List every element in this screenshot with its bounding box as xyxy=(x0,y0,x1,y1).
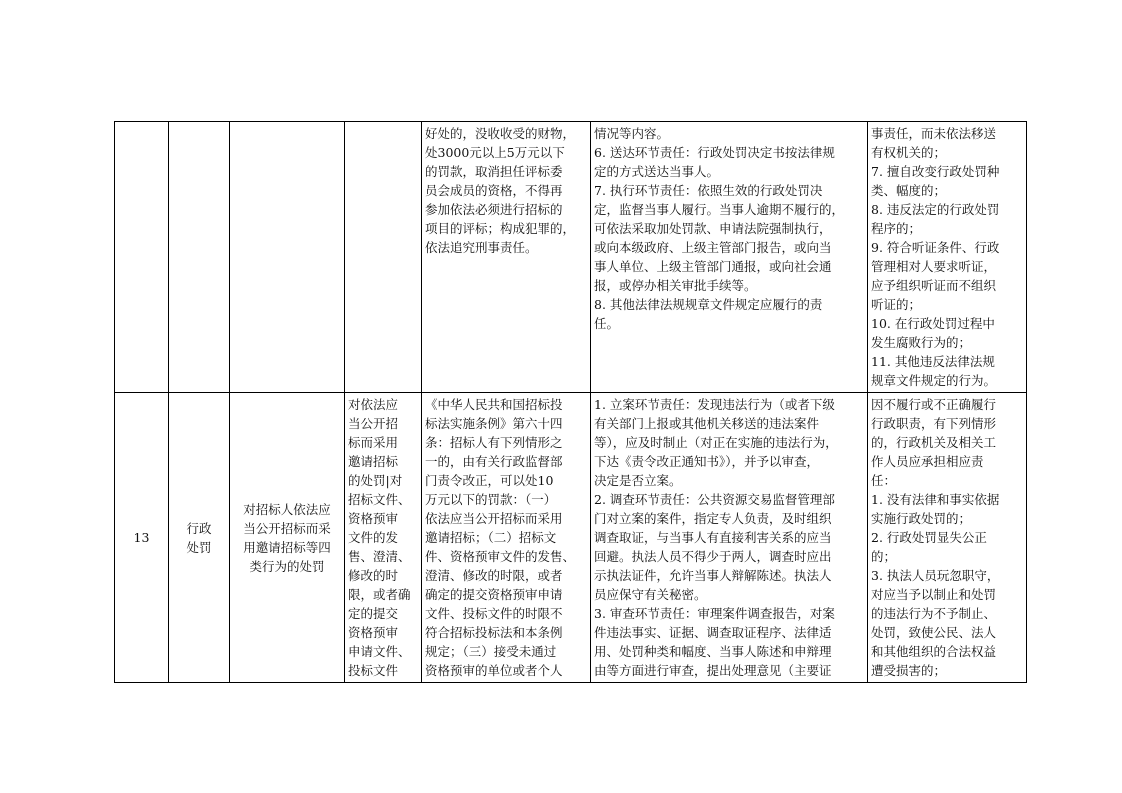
text-line: 决定是否立案。 xyxy=(594,473,682,488)
text-line: 报，或停办相关审批手续等。 xyxy=(594,278,757,293)
cell-item-name xyxy=(230,122,345,393)
text-line: 限，或者确 xyxy=(348,587,411,602)
cell-responsibility xyxy=(591,122,868,393)
text-line: 定的方式送达当事人。 xyxy=(594,164,720,179)
text-line: 招标文件、 xyxy=(348,492,411,507)
text-line: 投标文件 xyxy=(348,663,399,678)
text-line: 文件、投标文件的时限不 xyxy=(425,606,563,621)
text-line: 邀请招标；（二）招标文 xyxy=(425,530,557,545)
text-line: 标而采用 xyxy=(348,435,399,450)
text-line: 有权机关的； xyxy=(871,145,947,160)
text-line: 下达《责令改正通知书》），并予以审查， xyxy=(594,454,820,469)
text-line: 员会成员的资格，不得再 xyxy=(425,183,563,198)
text-line: 一的，由有关行政监督部 xyxy=(425,454,563,469)
cell-basis xyxy=(422,122,591,393)
text-line: 修改的时 xyxy=(348,568,399,583)
text-line: 好处的，没收收受的财物， xyxy=(425,126,576,141)
text-line: 类、幅度的； xyxy=(871,183,947,198)
text-line: 7. 擅自改变行政处罚种 xyxy=(871,164,1000,179)
responsibility-detail xyxy=(591,393,868,683)
text-line: 1. 立案环节责任：发现违法行为（或者下级 xyxy=(594,397,835,412)
text-line: 任： xyxy=(871,473,897,488)
cell-num xyxy=(115,122,169,393)
text-line: 定的提交 xyxy=(348,606,399,621)
text-line: 的，行政机关及相关工 xyxy=(871,435,997,450)
text-line: 规定；（三）接受未通过 xyxy=(425,644,557,659)
text-line: 件、资格预审文件的发售、 xyxy=(425,549,576,564)
text-line: 发生腐败行为的； xyxy=(871,335,972,350)
text-line: 调查取证，与当事人有直接利害关系的应当 xyxy=(594,530,832,545)
text-line: 示执法证件，允许当事人辩解陈述。执法人 xyxy=(594,568,832,583)
responsibility-table xyxy=(114,121,1027,683)
sub-item xyxy=(345,393,422,683)
text-line: 实施行政处罚的； xyxy=(871,511,972,526)
text-line: 对应当予以制止和处罚 xyxy=(871,587,997,602)
text-line: 7. 执行环节责任：依照生效的行政处罚决 xyxy=(594,183,823,198)
text-line: 门对立案的案件，指定专人负责，及时组织 xyxy=(594,511,832,526)
cell-sub-item xyxy=(345,122,422,393)
text-line: 门责令改正，可以处10 xyxy=(425,473,554,488)
text-line: 3. 执法人员玩忽职守， xyxy=(871,568,1000,583)
text-line: 等），应及时制止（对正在实施的违法行为， xyxy=(594,435,838,450)
text-line: 符合招标投标法和本条例 xyxy=(425,625,563,640)
text-line: 依法应当公开招标而采用 xyxy=(425,511,563,526)
text-line: 项目的评标；构成犯罪的， xyxy=(425,221,576,236)
text-line: 标法实施条例》第六十四 xyxy=(425,416,563,431)
text-line: 2. 调查环节责任：公共资源交易监督管理部 xyxy=(594,492,835,507)
text-line: 处罚，致使公民、法人 xyxy=(871,625,997,640)
text-line: 有关部门上报或其他机关移送的违法案件 xyxy=(594,416,820,431)
text-line: 售、澄清、 xyxy=(348,549,411,564)
table-row-continued xyxy=(115,122,1027,393)
cell-accountability xyxy=(868,122,1027,393)
text-line: 由等方面进行审查，提出处理意见（主要证 xyxy=(594,663,832,678)
text-line: 资格预审的单位或者个人 xyxy=(425,663,563,678)
text-line: 行政职责，有下列情形 xyxy=(871,416,997,431)
text-line: 澄清、修改的时限，或者 xyxy=(425,568,563,583)
category-label: 行政处罚 xyxy=(169,393,230,683)
text-line: 员应保守有关秘密。 xyxy=(594,587,707,602)
text-line: 遭受损害的； xyxy=(871,663,947,678)
text-line: 的； xyxy=(871,549,897,564)
text-line: 万元以下的罚款：（一） xyxy=(425,492,557,507)
text-line: 参加依法必须进行招标的 xyxy=(425,202,563,217)
text-line: 作人员应承担相应责 xyxy=(871,454,984,469)
legal-basis xyxy=(422,393,591,683)
table-row-13 xyxy=(115,393,1027,683)
text-line: 8. 违反法定的行政处罚 xyxy=(871,202,1000,217)
text-line: 8. 其他法律法规规章文件规定应履行的责 xyxy=(594,297,823,312)
text-line: 规章文件规定的行为。 xyxy=(871,373,997,388)
text-line: 依法追究刑事责任。 xyxy=(425,240,538,255)
text-line: 的违法行为不予制止、 xyxy=(871,606,997,621)
cell-category xyxy=(169,122,230,393)
text-line: 和其他组织的合法权益 xyxy=(871,644,997,659)
text-line: 文件的发 xyxy=(348,530,399,545)
text-line: 件违法事实、证据、调查取证程序、法律适 xyxy=(594,625,832,640)
text-line: 处3000元以上5万元以下 xyxy=(425,145,565,160)
item-name: 对招标人依法应当公开招标而采用邀请招标等四类行为的处罚 xyxy=(230,393,345,683)
text-line: 9. 符合听证条件、行政 xyxy=(871,240,1000,255)
text-line: 11. 其他违反法律法规 xyxy=(871,354,995,369)
text-line: 资格预审 xyxy=(348,511,399,526)
text-line: 可依法采取加处罚款、申请法院强制执行， xyxy=(594,221,832,236)
text-line: 听证的； xyxy=(871,297,922,312)
text-line: 事人单位、上级主管部门通报，或向社会通 xyxy=(594,259,832,274)
text-line: 或向本级政府、上级主管部门报告，或向当 xyxy=(594,240,832,255)
text-line: 应予组织听证而不组织 xyxy=(871,278,997,293)
text-line: 用、处罚种类和幅度、当事人陈述和申辩理 xyxy=(594,644,832,659)
text-line: 事责任，而未依法移送 xyxy=(871,126,997,141)
text-line: 定，监督当事人履行。当事人逾期不履行的， xyxy=(594,202,845,217)
text-line: 10. 在行政处罚过程中 xyxy=(871,316,995,331)
text-line: 3. 审查环节责任：审理案件调查报告，对案 xyxy=(594,606,835,621)
text-line: 6. 送达环节责任：行政处罚决定书按法律规 xyxy=(594,145,835,160)
text-line: 当公开招 xyxy=(348,416,399,431)
text-line: 因不履行或不正确履行 xyxy=(871,397,997,412)
text-line: 管理相对人要求听证， xyxy=(871,259,997,274)
text-line: 任。 xyxy=(594,316,620,331)
text-line: 邀请招标 xyxy=(348,454,399,469)
text-line: 程序的； xyxy=(871,221,922,236)
text-line: 2. 行政处罚显失公正 xyxy=(871,530,987,545)
text-line: 的处罚|对 xyxy=(348,473,403,488)
text-line: 的罚款，取消担任评标委 xyxy=(425,164,563,179)
text-line: 对依法应 xyxy=(348,397,399,412)
text-line: 条：招标人有下列情形之 xyxy=(425,435,563,450)
text-line: 情况等内容。 xyxy=(594,126,670,141)
text-line: 《中华人民共和国招标投 xyxy=(425,397,563,412)
text-line: 资格预审 xyxy=(348,625,399,640)
text-line: 1. 没有法律和事实依据 xyxy=(871,492,1000,507)
row-number: 13 xyxy=(115,393,169,683)
accountability-detail xyxy=(868,393,1027,683)
text-line: 确定的提交资格预审申请 xyxy=(425,587,563,602)
text-line: 回避。执法人员不得少于两人，调查时应出 xyxy=(594,549,832,564)
text-line: 申请文件、 xyxy=(348,644,411,659)
